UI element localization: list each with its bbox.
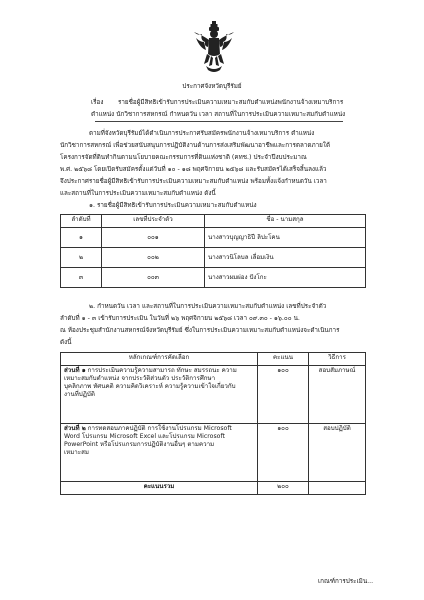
section-2-line-1: ๒. กำหนดวัน เวลา และสถานที่ในการประเมินความเหมาะสมกับตำแหน่ง เลขที่ประจำตัว (89, 303, 327, 310)
table-row (61, 424, 366, 482)
table-row (61, 248, 366, 268)
total-label: คะแนนรวม (61, 482, 258, 495)
section-2-line-4: ดังนี้ (60, 339, 72, 346)
table-row (61, 366, 366, 424)
subject-line-2: ตำแหน่ง นักวิชาการสหกรณ์ กำหนดวัน เวลา สถานที่ในการประเมินความเหมาะสมกับตำแหน่ง (91, 111, 346, 118)
column-header-id: เลขที่ประจำตัว (102, 215, 205, 228)
table-row (61, 228, 366, 248)
criteria-text: การทดสอบภาคปฏิบัติ การใช้งานโปรแกรม Microsoft (87, 425, 232, 432)
intro-line-4: พ.ศ. ๒๕๖๘ โดยเปิดรับสมัครตั้งแต่วันที่ ๑๐ - ๑๘ พฤศจิกายน ๒๕๖๘ และรับสมัครได้เสร็จสิ้นลงแล้ว (60, 166, 327, 173)
document-title: ประกาศจังหวัดบุรีรัมย์ (182, 83, 242, 90)
row-name: นางสาวบุญญาธิปี ลิปะโคน (205, 228, 366, 248)
criteria-text: เหมาะสมกับตำแหน่ง จากประวัติส่วนตัว ประวัติการศึกษา (64, 375, 216, 382)
row-id: ๐๐๑ (102, 228, 205, 248)
garuda-emblem-icon (192, 20, 236, 74)
candidate-table (60, 214, 366, 288)
score-cell: ๑๐๐ (258, 424, 309, 482)
criteria-table (60, 352, 366, 495)
section-2-line-2: ลำดับที่ ๑ - ๓ เข้ารับการประเมิน ในวันที่ ๒๖ พฤศจิกายน ๒๕๖๘ เวลา ๐๙.๓๐ - ๑๖.๐๐ น. (60, 315, 300, 322)
row-id: ๐๐๓ (102, 268, 205, 288)
column-header-method: วิธีการ (309, 353, 366, 366)
intro-line-3: โครงการจัดที่ดินทำกินตามนโยบายคณะกรรมการที่ดินแห่งชาติ (คทช.) ประจำปีงบประมาณ (60, 154, 307, 161)
intro-line-2: นักวิชาการสหกรณ์ เพื่อช่วยสนับสนุนการปฏิบัติงานด้านการส่งเสริมพัฒนาอาชีพและการตลาดภายใต้ (60, 142, 331, 149)
section-2-line-3: ณ ห้องประชุมสำนักงานสหกรณ์จังหวัดบุรีรัมย์ ซึ่งในการประเมินความเหมาะสมกับตำแหน่งจะดำเนินการ (60, 327, 340, 334)
criteria-text: เหมาะสม (64, 449, 89, 456)
criteria-text: การประเมินความรู้ความสามารถ ทักษะ สมรรถนะ ความ (87, 367, 237, 374)
column-header-no: ลำดับที่ (61, 215, 102, 228)
continuation-text: เกณฑ์การประเมิน... (318, 578, 374, 585)
table-row-total (61, 482, 366, 495)
row-name: นางสาวผมผ่อง ปังโกะ (205, 268, 366, 288)
method-cell: สอบสัมภาษณ์ (309, 366, 366, 424)
subject-line-1: รายชื่อผู้มีสิทธิเข้ารับการประเมินความเหมาะสมกับตำแหน่งพนักงานจ้างเหมาบริการ (118, 99, 344, 106)
column-header-criteria: หลักเกณฑ์การคัดเลือก (61, 353, 258, 366)
subject-divider (95, 121, 343, 122)
table-row (61, 268, 366, 288)
criteria-text: PowerPoint หรือโปรแกรมการปฏิบัติงานอื่นๆ ตามความ (64, 441, 215, 448)
row-id: ๐๐๒ (102, 248, 205, 268)
criteria-cell (61, 424, 258, 482)
criteria-text: Word โปรแกรม Microsoft Excel และโปรแกรม Microsoft (64, 433, 225, 440)
criteria-lead: ส่วนที่ ๑ (64, 367, 86, 374)
row-name: นางสาวนิโลบล เลื่อมเงิน (205, 248, 366, 268)
method-cell: สอบปฏิบัติ (309, 424, 366, 482)
score-cell: ๑๐๐ (258, 366, 309, 424)
column-header-name: ชื่อ - นามสกุล (205, 215, 366, 228)
column-header-score: คะแนน (258, 353, 309, 366)
criteria-lead: ส่วนที่ ๒ (64, 425, 86, 432)
total-score: ๒๐๐ (258, 482, 309, 495)
criteria-text: บุคลิกภาพ ทัศนคติ ความคิดวิเคราะห์ ความรู้ความเข้าใจเกี่ยวกับ (64, 383, 236, 390)
total-method-empty (309, 482, 366, 495)
subject-label: เรื่อง (91, 99, 104, 106)
row-no: ๓ (61, 268, 102, 288)
row-no: ๒ (61, 248, 102, 268)
intro-line-1: ตามที่จังหวัดบุรีรัมย์ได้ดำเนินการประกาศรับสมัครพนักงานจ้างเหมาบริการ ตำแหน่ง (89, 130, 315, 137)
section-1-heading: ๑. รายชื่อผู้มีสิทธิเข้ารับการประเมินความเหมาะสมกับตำแหน่ง (89, 202, 257, 209)
row-no: ๑ (61, 228, 102, 248)
intro-line-5: จึงประกาศรายชื่อผู้มีสิทธิเข้ารับการประเมินความเหมาะสมกับตำแหน่ง พร้อมทั้งแจ้งกำหนดวัน เวลา (60, 178, 327, 185)
intro-line-6: และสถานที่ในการประเมินความเหมาะสมกับตำแหน่ง ดังนี้ (60, 190, 216, 197)
criteria-text: งานที่ปฏิบัติ (64, 391, 95, 398)
criteria-cell (61, 366, 258, 424)
